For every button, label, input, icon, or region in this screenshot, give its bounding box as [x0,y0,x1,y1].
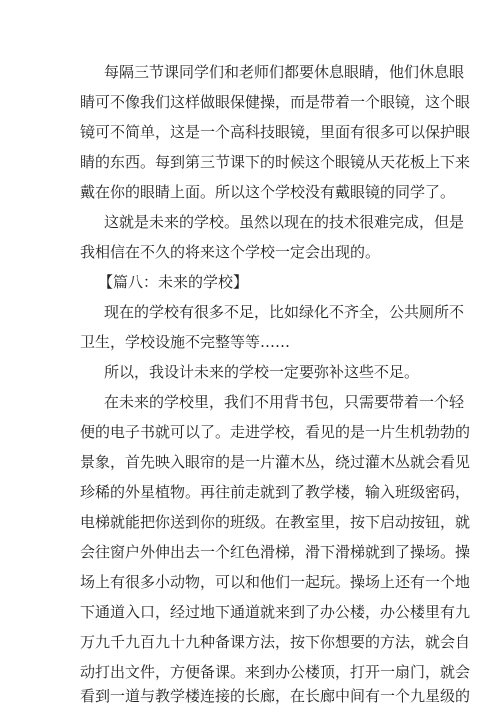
paragraph-line: 现在的学校有很多不足，比如绿化不齐全，公共厕所不 [104,303,465,321]
paragraph-line: 睛的东西。每到第三节课下的时候这个眼镜从天花板上下来 [80,153,471,171]
paragraph-line: 这就是未来的学校。虽然以现在的技术很难完成，但是 [104,213,465,231]
paragraph-line: 动打出文件，方便备课。来到办公楼顶，打开一扇门，就会 [80,663,471,681]
paragraph-line: 镜可不简单，这是一个高科技眼镜，里面有很多可以保护眼 [80,123,471,141]
paragraph-line: 卫生，学校设施不完整等等…… [80,333,291,351]
paragraph-line: 每隔三节课同学们和老师们都要休息眼睛，他们休息眼 [104,63,465,81]
paragraph-line: 景象，首先映入眼帘的是一片灌木丛，绕过灌木丛就会看见 [80,453,471,471]
paragraph-line: 睛可不像我们这样做眼保健操，而是带着一个眼镜，这个眼 [80,93,471,111]
paragraph-line: 我相信在不久的将来这个学校一定会出现的。 [80,243,381,261]
paragraph-line: 珍稀的外星植物。再往前走就到了教学楼，输入班级密码， [80,483,471,501]
paragraph-line: 下通道入口，经过地下通道就来到了办公楼，办公楼里有九 [80,603,471,621]
paragraph-line: 所以，我设计未来的学校一定要弥补这些不足。 [104,363,420,381]
paragraph-line: 电梯就能把你送到你的班级。在教室里，按下启动按钮，就 [80,513,471,531]
paragraph-line: 场上有很多小动物，可以和他们一起玩。操场上还有一个地 [80,573,471,591]
paragraph-line: 戴在你的眼睛上面。所以这个学校没有戴眼镜的同学了。 [80,183,456,201]
paragraph-line: 看到一道与教学楼连接的长廊，在长廊中间有一个九星级的 [80,687,471,705]
section-heading: 【篇八：未来的学校】 [98,273,249,291]
paragraph-line: 会往窗户外伸出去一个红色滑梯，滑下滑梯就到了操场。操 [80,543,471,561]
paragraph-line: 在未来的学校里，我们不用背书包，只需要带着一个轻 [104,393,465,411]
paragraph-line: 万九千九百九十九种备课方法，按下你想要的方法，就会自 [80,633,471,651]
paragraph-line: 便的电子书就可以了。走进学校，看见的是一片生机勃勃的 [80,423,471,441]
